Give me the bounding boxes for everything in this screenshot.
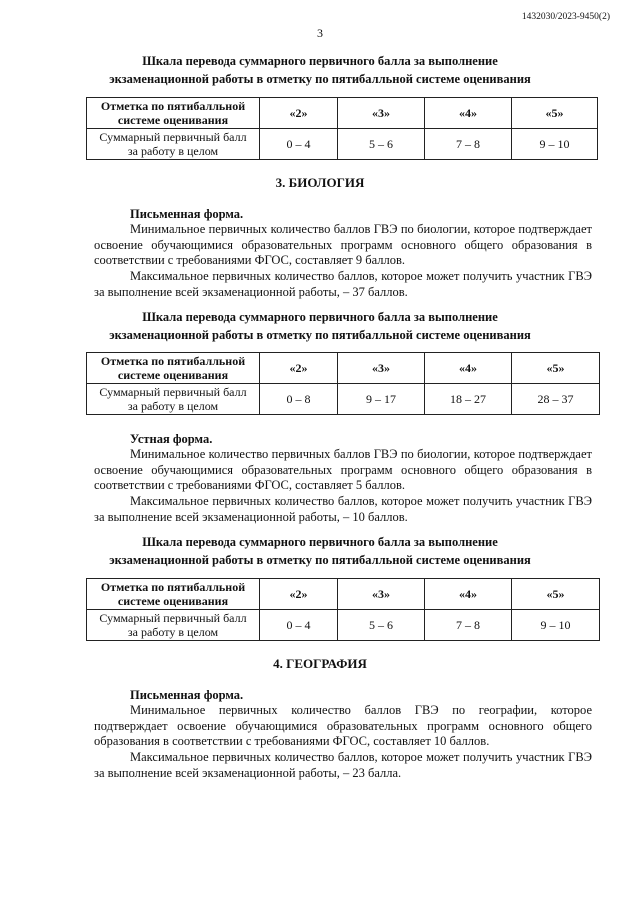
max-score-paragraph: Максимальное первичных количество баллов, которое может получить участник ГВЭ за выполнение всей экзаменационной работы, – 10 баллов.: [94, 494, 592, 524]
score-cell: 0 – 4: [260, 610, 338, 641]
section-title-biology: 3. БИОЛОГИЯ: [275, 175, 365, 190]
grade-header-cell: [87, 579, 260, 610]
score-cell: 7 – 8: [425, 610, 512, 641]
grade-5: «5»: [512, 353, 600, 384]
grade-header-line1: Отметка по пятибалльной: [100, 354, 246, 368]
grade-2: «2»: [260, 579, 338, 610]
score-label-line1: Суммарный первичный балл: [99, 385, 247, 399]
score-label-line2: за работу в целом: [127, 144, 219, 158]
section-title-geography: 4. ГЕОГРАФИЯ: [273, 656, 367, 671]
score-cell: 7 – 8: [425, 129, 512, 160]
score-cell: 9 – 10: [512, 129, 598, 160]
grade-header-line1: Отметка по пятибалльной: [100, 580, 246, 594]
score-row-label: [87, 610, 260, 641]
grade-scale-table: [86, 352, 600, 415]
grade-3: «3»: [338, 579, 425, 610]
grade-scale-table: [86, 578, 600, 641]
grade-5: «5»: [512, 579, 600, 610]
score-label-line1: Суммарный первичный балл: [99, 611, 247, 625]
scale-title-2: [0, 308, 640, 344]
score-cell: 5 – 6: [338, 610, 425, 641]
page-number: 3: [317, 26, 323, 40]
oral-form-heading: Устная форма.: [130, 432, 213, 446]
grade-2: «2»: [260, 353, 338, 384]
max-score-paragraph: Максимальное первичных количество баллов, которое может получить участник ГВЭ за выполнение всей экзаменационной работы, – 37 баллов.: [94, 269, 592, 299]
score-label-line2: за работу в целом: [127, 399, 219, 413]
grade-4: «4»: [425, 353, 512, 384]
score-cell: 0 – 4: [260, 129, 338, 160]
scale-title-line1: Шкала перевода суммарного первичного балла за выполнение: [142, 310, 498, 324]
score-cell: 9 – 17: [338, 384, 425, 415]
grade-scale-table: [86, 97, 598, 160]
grade-header-cell: [87, 98, 260, 129]
scale-title-line2: экзаменационной работы в отметку по пятибалльной системе оценивания: [109, 553, 531, 567]
document-number: 1432030/2023-9450(2): [521, 12, 610, 22]
score-row-label: [87, 384, 260, 415]
min-score-paragraph: Минимальное первичных количество баллов ГВЭ по географии, которое подтверждает освоение обучающимися образовательных программ основного общего образования в соответствии с требованиями ФГОС, составляет 10 баллов.: [94, 703, 592, 748]
grade-header-cell: [87, 353, 260, 384]
score-cell: 28 – 37: [512, 384, 600, 415]
score-row-label: [87, 129, 260, 160]
score-cell: 0 – 8: [260, 384, 338, 415]
scale-title-line1: Шкала перевода суммарного первичного балла за выполнение: [142, 535, 498, 549]
scale-title-1: [0, 52, 640, 88]
grade-4: «4»: [425, 579, 512, 610]
min-score-paragraph: Минимальное количество первичных баллов ГВЭ по биологии, которое подтверждает освоение обучающимися образовательных программ основного общего образования в соответствии с требованиями ФГОС, составляет 5 баллов.: [94, 447, 592, 492]
scale-title-line2: экзаменационной работы в отметку по пятибалльной системе оценивания: [109, 72, 531, 86]
grade-4: «4»: [425, 98, 512, 129]
grade-header-line1: Отметка по пятибалльной: [100, 99, 246, 113]
min-score-paragraph: Минимальное первичных количество баллов ГВЭ по биологии, которое подтверждает освоение обучающимися образовательных программ основного общего образования в соответствии с требованиями ФГОС, составляет 9 баллов.: [94, 222, 592, 267]
grade-2: «2»: [260, 98, 338, 129]
score-label-line2: за работу в целом: [127, 625, 219, 639]
score-cell: 18 – 27: [425, 384, 512, 415]
written-form-heading: Письменная форма.: [130, 688, 244, 702]
grade-3: «3»: [338, 98, 425, 129]
scale-title-line1: Шкала перевода суммарного первичного балла за выполнение: [142, 54, 498, 68]
grade-header-line2: системе оценивания: [117, 594, 229, 608]
written-form-heading: Письменная форма.: [130, 207, 244, 221]
scale-title-line2: экзаменационной работы в отметку по пятибалльной системе оценивания: [109, 328, 531, 342]
scale-title-3: [0, 533, 640, 569]
grade-header-line2: системе оценивания: [117, 113, 229, 127]
grade-header-line2: системе оценивания: [117, 368, 229, 382]
grade-3: «3»: [338, 353, 425, 384]
grade-5: «5»: [512, 98, 598, 129]
score-cell: 9 – 10: [512, 610, 600, 641]
max-score-paragraph: Максимальное первичных количество баллов, которое может получить участник ГВЭ за выполнение всей экзаменационной работы, – 23 балла.: [94, 750, 592, 780]
score-label-line1: Суммарный первичный балл: [99, 130, 247, 144]
score-cell: 5 – 6: [338, 129, 425, 160]
